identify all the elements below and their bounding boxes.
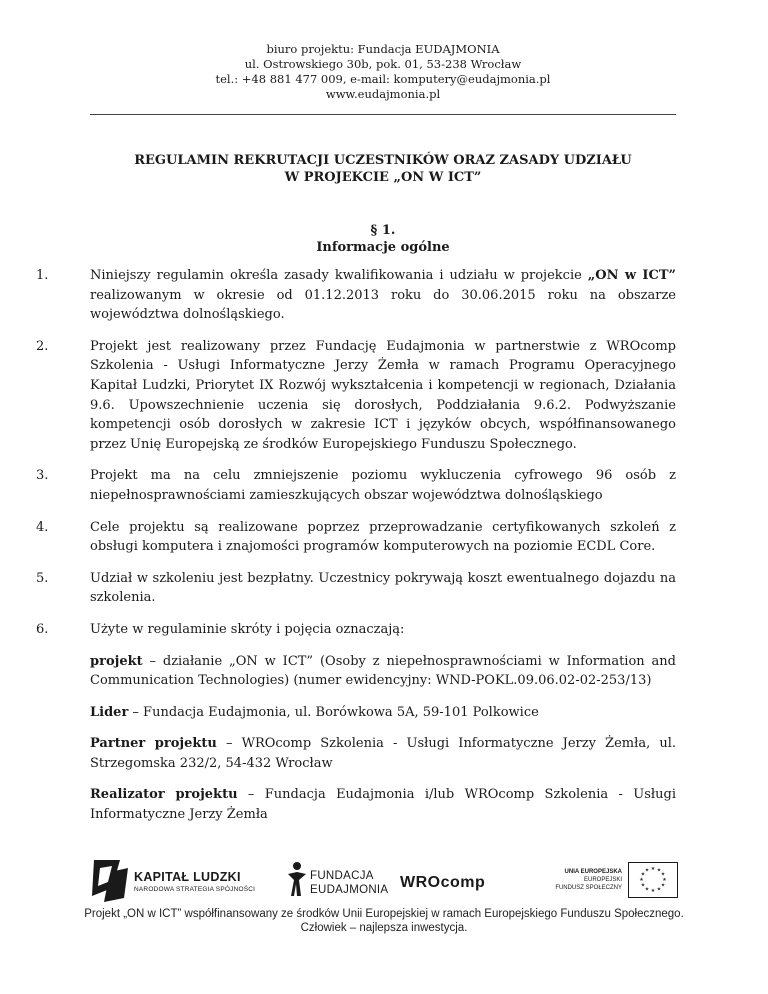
eu-logo xyxy=(550,858,680,904)
definition-entry xyxy=(90,652,676,691)
footer-line-1: Projekt „ON w ICT” współfinansowany ze środków Unii Europejskiej w ramach Europejskiego Funduszu Społecznego. xyxy=(84,908,684,920)
definition-entry xyxy=(90,703,676,723)
fundacja-eudajmonia-logo xyxy=(286,858,389,904)
svg-text:★: ★ xyxy=(639,877,644,883)
list-item xyxy=(36,620,676,825)
title-line-2: W PROJEKCIE „ON W ICT” xyxy=(284,170,482,185)
definition-desc: – Fundacja Eudajmonia i/lub WROcomp Szkolenia - Usługi Informatyczne Jerzy Żemła xyxy=(90,787,676,823)
definition-term: Realizator projektu xyxy=(90,787,238,803)
svg-text:★: ★ xyxy=(662,877,667,883)
definition-term: projekt xyxy=(90,653,143,669)
eudajmonia-figure-icon xyxy=(286,860,308,900)
item-text: Niniejszy regulamin określa zasady kwalifikowania i udziału w projekcie xyxy=(90,268,588,283)
fundacja-line-2: EUDAJMONIA xyxy=(310,884,389,896)
svg-text:★: ★ xyxy=(640,871,646,878)
item-text: Projekt jest realizowany przez Fundację Eudajmonia w partnerstwie z WROcomp Szkolenia - Usługi Informatyczne Jerzy Żemła w ramach Programu Operacyjnego Kapitał Ludzki, Priorytet IX Rozwój wykształcenia i kompetencji w regionach, Działania 9.6. Upowszechnienie uczenia się dorosłych, Poddziałania 9.6.2. Podwyższanie kompetencji osób dorosłych w zakresie ICT i języków obcych, współfinansowanego przez Unię Europejską ze środków Europejskiego Funduszu Społecznego. xyxy=(90,338,676,452)
definition-desc: – działanie „ON w ICT” (Osoby z niepełnosprawnościami w Information and Communication Technologies) (numer ewidencyjny: WND-POKL.09.06.02-02-253/13) xyxy=(90,653,676,689)
header-divider xyxy=(90,114,676,115)
eu-text-line-2: EUROPEJSKI xyxy=(583,877,622,883)
section-number: § 1. xyxy=(370,223,396,238)
logo-strip xyxy=(90,858,680,904)
section-heading xyxy=(90,222,676,256)
kapital-ludzki-title: KAPITAŁ LUDZKI xyxy=(134,870,241,884)
funding-footer xyxy=(0,907,768,935)
item-number: 5. xyxy=(36,570,49,586)
eu-text-line-1: UNIA EUROPEJSKA xyxy=(564,869,622,875)
letterhead-office: biuro projektu: Fundacja EUDAJMONIA xyxy=(266,42,500,56)
definition-term: Partner projektu xyxy=(90,736,217,752)
definition-term: Lider xyxy=(90,704,129,720)
svg-text:★: ★ xyxy=(644,867,650,874)
item-number: 1. xyxy=(36,268,49,283)
svg-text:★: ★ xyxy=(650,888,656,894)
svg-text:★: ★ xyxy=(656,886,662,893)
item-number: 4. xyxy=(36,519,49,535)
list-item xyxy=(36,518,676,557)
title-line-1: REGULAMIN REKRUTACJI UCZESTNIKÓW ORAZ ZASADY UDZIAŁU xyxy=(134,153,632,168)
document-title xyxy=(90,152,676,186)
item-text: Użyte w regulaminie skróty i pojęcia oznaczają: xyxy=(90,621,405,637)
item-text: Cele projektu są realizowane poprzez przeprowadzanie certyfikowanych szkoleń z obsługi komputera i znajomości programów komputerowych na poziomie ECDL Core. xyxy=(90,519,676,555)
wrocomp-logo xyxy=(400,858,530,904)
letterhead-contact: tel.: +48 881 477 009, e-mail: komputery@eudajmonia.pl xyxy=(215,72,551,86)
list-item xyxy=(36,466,676,505)
list-item xyxy=(36,569,676,608)
wrocomp-wordmark: WROcomp xyxy=(400,874,486,891)
svg-text:★: ★ xyxy=(660,882,666,889)
svg-text:★: ★ xyxy=(644,886,650,893)
letterhead-website[interactable]: www.eudajmonia.pl xyxy=(325,87,441,101)
definition-desc: – Fundacja Eudajmonia, ul. Borówkowa 5A, 59-101 Polkowice xyxy=(128,704,539,720)
list-item xyxy=(36,337,676,455)
section-title: Informacje ogólne xyxy=(316,240,450,255)
svg-text:★: ★ xyxy=(650,866,656,872)
svg-text:★: ★ xyxy=(640,882,646,889)
svg-text:★: ★ xyxy=(660,871,666,878)
letterhead xyxy=(90,42,676,102)
footer-line-2: Człowiek – najlepsza inwestycja. xyxy=(300,922,468,934)
definition-desc: – WROcomp Szkolenia - Usługi Informatyczne Jerzy Żemła, ul. Strzegomska 232/2, 54-432 Wrocław xyxy=(90,736,676,771)
svg-text:★: ★ xyxy=(656,867,662,874)
definition-entry xyxy=(90,734,676,773)
eu-text-line-3: FUNDUSZ SPOŁECZNY xyxy=(555,885,622,891)
definition-entry xyxy=(90,785,676,824)
eu-flag-icon xyxy=(628,862,678,898)
regulation-list xyxy=(36,266,676,837)
kapital-ludzki-logo xyxy=(90,858,260,904)
item-text: Projekt ma na celu zmniejszenie poziomu wykluczenia cyfrowego 96 osób z niepełnosprawnościami zamieszkujących obszar województwa dolnośląskiego xyxy=(90,468,676,503)
fundacja-line-1: FUNDACJA xyxy=(310,870,374,882)
item-text: Udział w szkoleniu jest bezpłatny. Uczestnicy pokrywają koszt ewentualnego dojazdu na szkolenia. xyxy=(90,570,676,606)
item-text-cont: realizowanym w okresie od 01.12.2013 roku do 30.06.2015 roku na obszarze województwa dolnośląskiego. xyxy=(90,287,676,323)
eu-text xyxy=(550,868,622,892)
project-name: „ON w ICT” xyxy=(587,268,676,283)
kapital-ludzki-subtitle: NARODOWA STRATEGIA SPÓJNOŚCI xyxy=(134,886,256,893)
item-number: 6. xyxy=(36,621,49,637)
item-number: 2. xyxy=(36,338,49,354)
item-number: 3. xyxy=(36,468,49,484)
list-item xyxy=(36,266,676,325)
letterhead-address: ul. Ostrowskiego 30b, pok. 01, 53-238 Wrocław xyxy=(244,57,522,71)
kapital-ludzki-icon xyxy=(90,858,130,904)
